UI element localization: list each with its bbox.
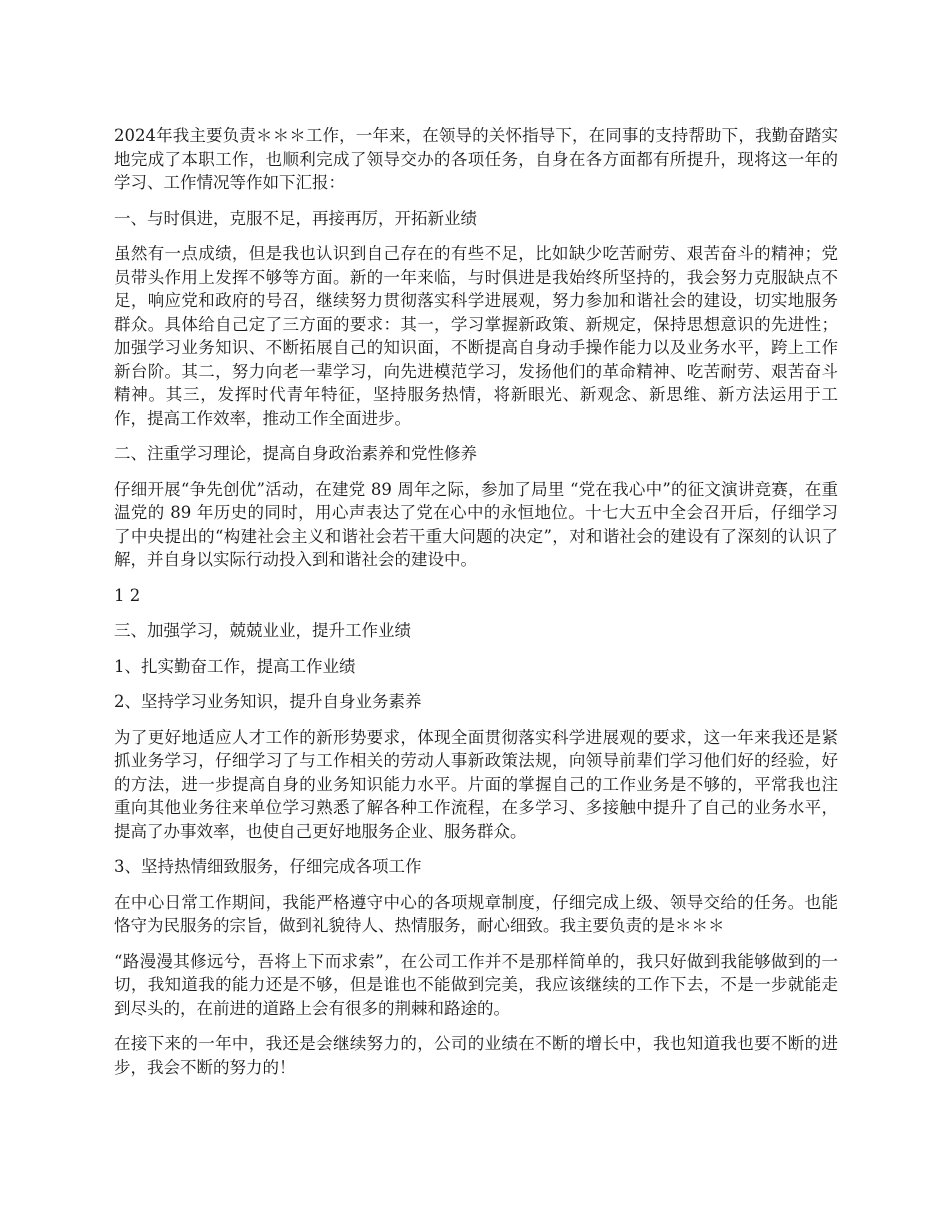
intro-paragraph: 2024年我主要负责＊＊＊工作，一年来，在领导的关怀指导下，在同事的支持帮助下，我勤奋踏实地完成了本职工作，也顺利完成了领导交办的各项任务，自身在各方面都有所提升，现将这一年的学习、工作情况等作如下汇报： — [114, 126, 838, 192]
subsection-3-2-paragraph: 为了更好地适应人才工作的新形势要求，体现全面贯彻落实科学进展观的要求，这一年来我还是紧抓业务学习，仔细学习了与工作相关的劳动人事新政策法规，向领导前辈们学习他们好的经验，好的方法，进一步提高自身的业务知识能力水平。片面的掌握自己的工作业务是不够的，平常我也注重向其他业务往来单位学习熟悉了解各种工作流程，在多学习、多接触中提升了自己的业务水平，提高了办事效率，也使自己更好地服务企业、服务群众。 — [114, 727, 838, 841]
section-heading-3: 三、加强学习，兢兢业业，提升工作业绩 — [114, 621, 411, 640]
quote-paragraph: “路漫漫其修远兮，吾将上下而求索”，在公司工作并不是那样简单的，我只好做到我能够做到的一切，我知道我的能力还是不够，但是谁也不能做到完美，我应该继续的工作下去，不是一步就能走到尽头的，在前进的道路上会有很多的荆棘和路途的。 — [114, 951, 838, 1018]
page-number-line: 1 2 — [114, 585, 141, 605]
closing-paragraph: 在接下来的一年中，我还是会继续努力的，公司的业绩在不断的增长中，我也知道我也要不断的进步，我会不断的努力的！ — [114, 1034, 838, 1077]
section-1-paragraph: 虽然有一点成绩，但是我也认识到自己存在的有些不足，比如缺少吃苦耐劳、艰苦奋斗的精神；党员带头作用上发挥不够等方面。新的一年来临，与时俱进是我始终所坚持的，我会努力克服缺点不足，响应党和政府的号召，继续努力贯彻落实科学进展观，努力参加和谐社会的建设，切实地服务群众。具体给自己定了三方面的要求：其一，学习掌握新政策、新规定，保持思想意识的先进性；加强学习业务知识、不断拓展自己的知识面，不断提高自身动手操作能力以及业务水平，跨上工作新台阶。其二，努力向老一辈学习，向先进模范学习，发扬他们的革命精神、吃苦耐劳、艰苦奋斗精神。其三，发挥时代青年特征，坚持服务热情，将新眼光、新观念、新思维、新方法运用于工作，提高工作效率，推动工作全面进步。 — [114, 244, 838, 428]
subheading-3-3: 3、坚持热情细致服务，仔细完成各项工作 — [114, 857, 422, 876]
subheading-3-1: 1、扎实勤奋工作，提高工作业绩 — [114, 656, 356, 676]
subheading-3-2: 2、坚持学习业务知识，提升自身业务素养 — [114, 692, 422, 711]
subsection-3-3-paragraph: 在中心日常工作期间，我能严格遵守中心的各项规章制度，仔细完成上级、领导交给的任务。也能恪守为民服务的宗旨，做到礼貌待人、热情服务，耐心细致。我主要负责的是＊＊＊ — [114, 892, 838, 935]
section-heading-2: 二、注重学习理论，提高自身政治素养和党性修养 — [114, 444, 477, 463]
section-heading-1: 一、与时俱进，克服不足，再接再厉，开拓新业绩 — [114, 208, 477, 228]
section-2-paragraph: 仔细开展“争先创优”活动，在建党 89 周年之际，参加了局里 “党在我心中”的征文演讲竞赛，在重温党的 89 年历史的同时，用心声表达了党在心中的永恒地位。十七大五中全会召开后，仔细学习了中央提出的“构建社会主义和谐社会若干重大问题的决定”，对和谐社会的建设有了深刻的认识了解，并自身以实际行动投入到和谐社会的建设中。 — [114, 479, 838, 569]
